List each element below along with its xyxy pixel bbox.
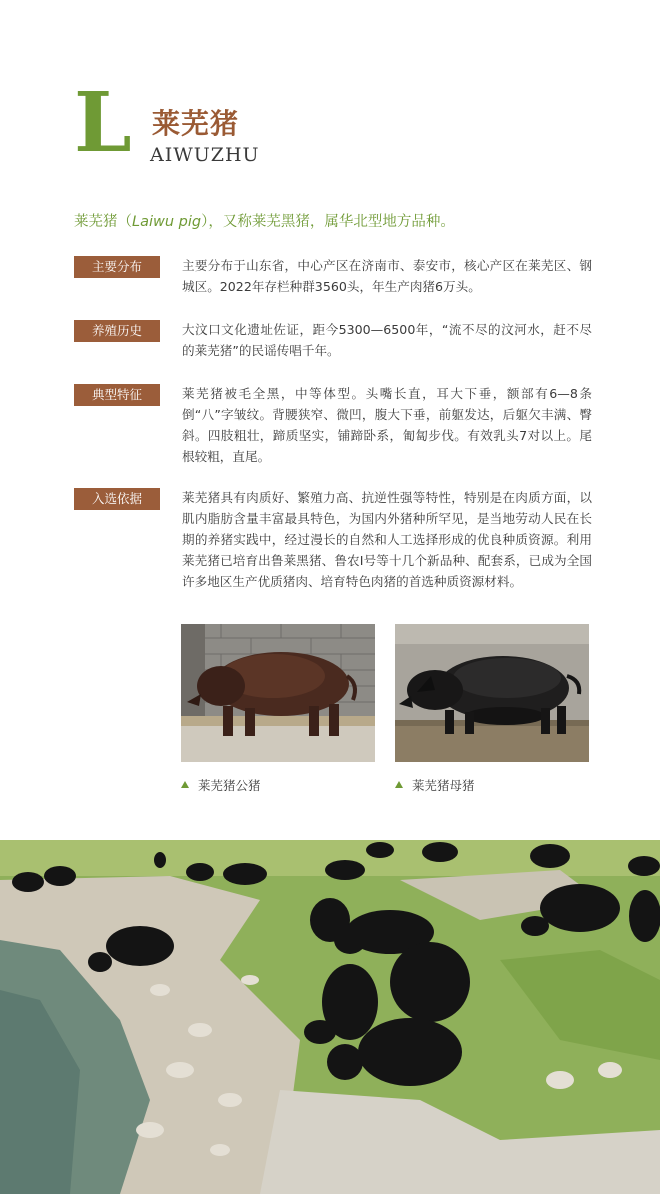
triangle-bullet-icon <box>181 781 189 788</box>
initial-letter: L <box>74 75 132 171</box>
boar-caption-text: 莱芜猪公猪 <box>198 778 261 793</box>
sow-caption <box>395 776 475 794</box>
intro-suffix: ），又称莱芜黑猪，属华北型地方品种。 <box>201 214 455 230</box>
section-features <box>74 384 594 470</box>
boar-photo-illustration <box>181 624 375 762</box>
herd-photo-illustration <box>0 840 660 1194</box>
section-tag: 养殖历史 <box>74 320 160 342</box>
sow-photo-illustration <box>395 624 589 762</box>
page-subtitle: AIWUZHU <box>150 144 260 166</box>
section-tag: 主要分布 <box>74 256 160 278</box>
herd-photo <box>0 840 660 1194</box>
section-distribution <box>74 256 594 300</box>
section-tag: 入选依据 <box>74 488 160 510</box>
section-text: 莱芜猪被毛全黑，中等体型。头嘴长直，耳大下垂，额部有6—8条倒“八”字皱纹。背腰狭窄、微凹，腹大下垂，前躯发达，后躯欠丰满、臀斜。四肢粗壮，蹄质坚实，铺蹄卧系，匍匐步伐。有效乳头7对以上。尾根较粗，直尾。 <box>182 386 592 464</box>
intro-line <box>74 210 594 231</box>
header <box>74 75 374 171</box>
page-title: 莱芜猪 <box>152 107 240 140</box>
section-criteria <box>74 488 594 608</box>
section-text: 主要分布于山东省，中心产区在济南市、泰安市，核心产区在莱芜区、钢城区。2022年存栏种群3560头，年生产肉猪6万头。 <box>182 258 592 294</box>
sow-photo <box>395 624 589 762</box>
section-tag: 典型特征 <box>74 384 160 406</box>
boar-photo <box>181 624 375 762</box>
section-history <box>74 320 594 364</box>
boar-caption <box>181 776 261 794</box>
section-text: 大汶口文化遗址佐证，距今5300—6500年，“流不尽的汶河水，赶不尽的莱芜猪”的民谣传唱千年。 <box>182 322 592 358</box>
section-text: 莱芜猪具有肉质好、繁殖力高、抗逆性强等特性，特别是在肉质方面，以肌内脂肪含量丰富最具特色，为国内外猪种所罕见，是当地劳动人民在长期的养猪实践中，经过漫长的自然和人工选择形成的优良种质资源。利用莱芜猪已培育出鲁莱黑猪、鲁农I号等十几个新品种、配套系，已成为全国许多地区生产优质猪肉、培育特色肉猪的首选种质资源材料。 <box>182 490 592 589</box>
sow-caption-text: 莱芜猪母猪 <box>412 778 475 793</box>
intro-prefix: 莱芜猪（ <box>74 214 132 230</box>
intro-latin-name: Laiwu pig <box>132 214 202 230</box>
triangle-bullet-icon <box>395 781 403 788</box>
